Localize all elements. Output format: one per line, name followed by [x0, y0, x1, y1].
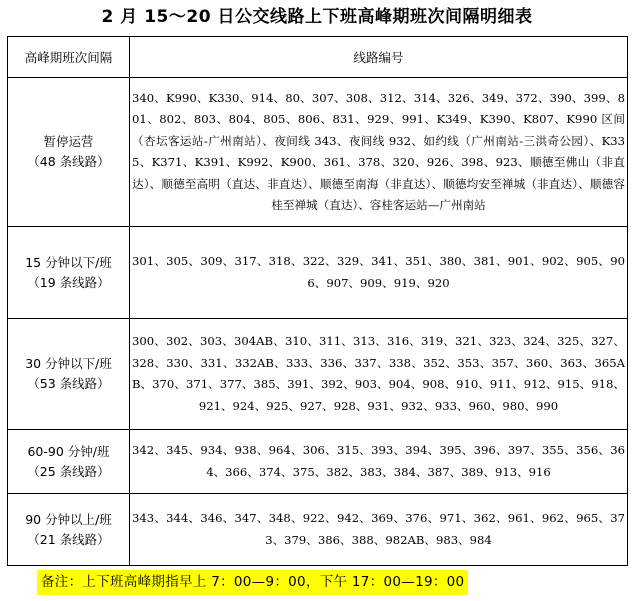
interval-cell	[8, 494, 130, 566]
interval-label: 15 分钟以下/班	[25, 254, 112, 270]
interval-cell	[8, 430, 130, 494]
route-count: （19 条线路）	[27, 274, 110, 290]
interval-label: 30 分钟以下/班	[25, 356, 112, 371]
routes-cell: 300、302、303、304AB、310、311、313、316、319、321、323、324、325、327、328、330、331、332AB、333、336、337、338、352、353、357、360、363、365AB、370、371、377、385、391、392、903、904、908、910、911、912、915、918、921、924、925、927、928、931、932、933、960、980、990	[130, 319, 628, 430]
route-count: （48 条线路）	[27, 154, 110, 169]
route-count: （21 条线路）	[27, 531, 110, 547]
routes-cell: 301、305、309、317、318、322、329、341、351、380、381、901、902、905、906、907、909、919、920	[130, 227, 628, 319]
routes-cell: 340、K990、K330、914、80、307、308、312、314、326、349、372、390、399、801、802、803、804、805、806、831、929、991、K349、K390、K807、K990 区间（杏坛客运站-广州南站）、夜间线 343、夜间线 932、如约线（广州南站-三洪奇公园）、K335、K371、K391、K992、K900、361、378、320、926、398、923、顺德至佛山（非直达）、顺德至高明（直达、非直达）、顺德至南海（非直达）、顺德均安至禅城（非直达）、顺德容桂至禅城（直达）、容桂客运站—广州南站	[130, 78, 628, 227]
table-row	[8, 494, 628, 566]
header-interval: 高峰期班次间隔	[8, 37, 130, 78]
table-row	[8, 227, 628, 319]
schedule-table	[7, 36, 628, 566]
table-row	[8, 430, 628, 494]
table-row	[8, 78, 628, 227]
interval-label: 60-90 分钟/班	[27, 443, 110, 459]
header-routes: 线路编号	[130, 37, 628, 78]
interval-cell	[8, 319, 130, 430]
interval-label: 90 分钟以上/班	[25, 511, 112, 527]
route-count: （53 条线路）	[27, 376, 110, 391]
routes-cell: 343、344、346、347、348、922、942、369、376、971、362、961、962、965、373、379、386、388、982AB、983、984	[130, 494, 628, 566]
interval-cell	[8, 78, 130, 227]
route-count: （25 条线路）	[27, 463, 110, 479]
routes-cell: 342、345、934、938、964、306、315、393、394、395、396、397、355、356、364、366、374、375、382、383、384、387、389、913、916	[130, 430, 628, 494]
page-title: 2 月 15～20 日公交线路上下班高峰期班次间隔明细表	[101, 7, 533, 27]
footnote-peak-hours: 备注：上下班高峰期指早上 7：00—9：00，下午 17：00—19：00	[37, 570, 468, 595]
interval-cell	[8, 227, 130, 319]
table-row	[8, 319, 628, 430]
table-header-row	[8, 37, 628, 78]
interval-label: 暂停运营	[43, 134, 94, 149]
